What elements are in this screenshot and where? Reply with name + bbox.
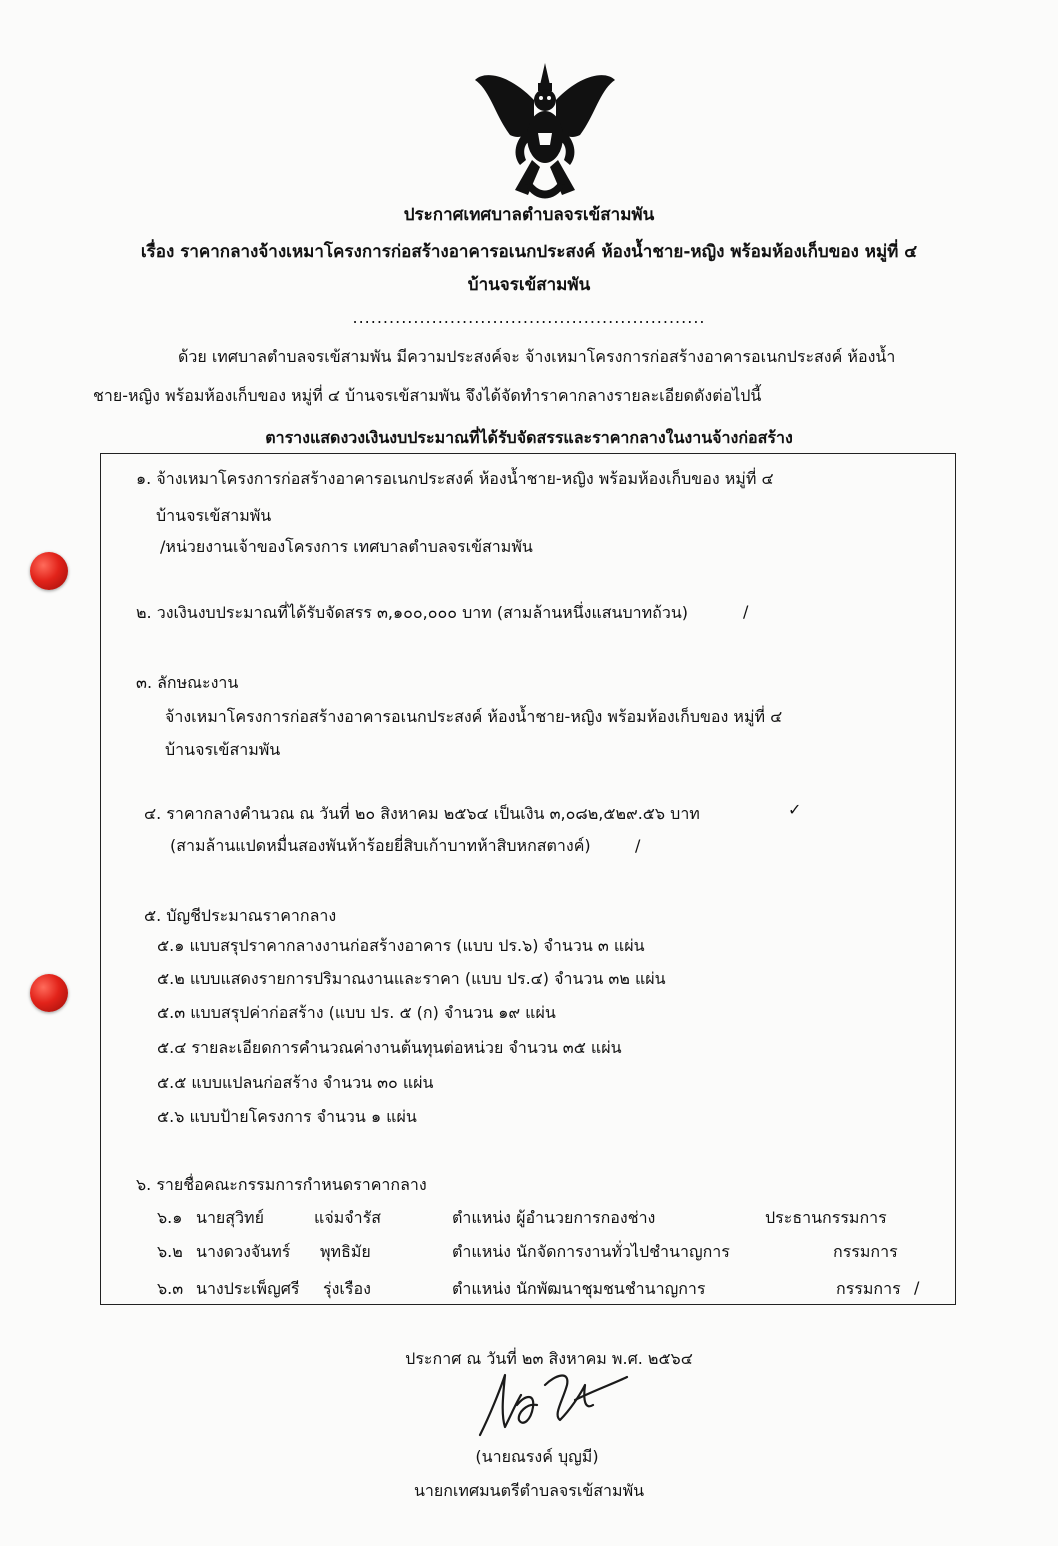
intro-line2: ชาย-หญิง พร้อมห้องเก็บของ หมู่ที่ ๔ บ้านจรเข้สามพัน จึงได้จัดทำราคากลางรายละเอียดดังต่อไปนี้ — [93, 386, 762, 405]
committee-no: ๖.๓ — [157, 1279, 184, 1298]
check-tick-icon: / — [743, 602, 749, 621]
item3-line2: บ้านจรเข้สามพัน — [165, 740, 281, 759]
punch-hole-icon — [30, 552, 68, 590]
item5-list-item: ๕.๖ แบบป้ายโครงการ จำนวน ๑ แผ่น — [157, 1107, 417, 1126]
garuda-emblem-icon — [470, 55, 620, 205]
committee-position: ตำแหน่ง ผู้อำนวยการกองช่าง — [452, 1208, 656, 1227]
committee-no: ๖.๒ — [157, 1242, 183, 1261]
item5-heading: ๕. บัญชีประมาณราคากลาง — [144, 906, 337, 925]
item1-line1: ๑. จ้างเหมาโครงการก่อสร้างอาคารอเนกประสงค์ ห้องน้ำชาย-หญิง พร้อมห้องเก็บของ หมู่ที่ ๔ — [136, 469, 774, 488]
item1-line3: /หน่วยงานเจ้าของโครงการ เทศบาลตำบลจรเข้สามพัน — [160, 537, 533, 556]
item5-list-item: ๕.๓ แบบสรุปค่าก่อสร้าง (แบบ ปร. ๕ (ก) จำนวน ๑๙ แผ่น — [157, 1003, 556, 1022]
separator-dots: .......................................................... — [352, 308, 706, 327]
committee-role: กรรมการ — [833, 1242, 898, 1261]
item4-line1: ๔. ราคากลางคำนวณ ณ วันที่ ๒๐ สิงหาคม ๒๕๖๔ เป็นเงิน ๓,๐๘๒,๕๒๙.๕๖ บาท — [144, 804, 700, 823]
document-subject-line1: เรื่อง ราคากลางจ้างเหมาโครงการก่อสร้างอาคารอเนกประสงค์ ห้องน้ำชาย-หญิง พร้อมห้องเก็บของ หมู่ที่ ๔ — [140, 242, 918, 262]
committee-position: ตำแหน่ง นักจัดการงานทั่วไปชำนาญการ — [452, 1242, 730, 1261]
committee-first-name: นายสุวิทย์ — [196, 1208, 264, 1227]
committee-no: ๖.๑ — [157, 1208, 183, 1227]
punch-hole-icon — [30, 974, 68, 1012]
item3-line1: จ้างเหมาโครงการก่อสร้างอาคารอเนกประสงค์ ห้องน้ำชาย-หญิง พร้อมห้องเก็บของ หมู่ที่ ๔ — [165, 707, 783, 726]
committee-last-name: พุทธิมัย — [320, 1242, 371, 1261]
signer-title: นายกเทศมนตรีตำบลจรเข้สามพัน — [413, 1481, 645, 1500]
signer-name: (นายณรงค์ บุญมี) — [475, 1447, 599, 1466]
item5-list-item: ๕.๑ แบบสรุปราคากลางงานก่อสร้างอาคาร (แบบ ปร.๖) จำนวน ๓ แผ่น — [157, 936, 645, 955]
document-title: ประกาศเทศบาลตำบลจรเข้สามพัน — [403, 205, 655, 225]
signature-icon — [475, 1365, 635, 1445]
item5-list-item: ๕.๒ แบบแสดงรายการปริมาณงานและราคา (แบบ ปร.๔) จำนวน ๓๒ แผ่น — [157, 969, 666, 988]
table-title: ตารางแสดงวงเงินงบประมาณที่ได้รับจัดสรรและราคากลางในงานจ้างก่อสร้าง — [265, 428, 793, 447]
committee-last-name: แจ่มจำรัส — [314, 1208, 381, 1227]
document-subject-line2: บ้านจรเข้สามพัน — [467, 275, 591, 295]
check-tick-icon: ✓ — [788, 800, 802, 819]
announcement-date: ประกาศ ณ วันที่ ๒๓ สิงหาคม พ.ศ. ๒๕๖๔ — [405, 1349, 693, 1368]
item2-budget: ๒. วงเงินงบประมาณที่ได้รับจัดสรร ๓,๑๐๐,๐๐๐ บาท (สามล้านหนึ่งแสนบาทถ้วน) — [136, 603, 689, 622]
check-tick-icon: / — [914, 1278, 920, 1297]
item4-line2: (สามล้านแปดหมื่นสองพันห้าร้อยยี่สิบเก้าบาทห้าสิบหกสตางค์) — [170, 836, 591, 855]
committee-position: ตำแหน่ง นักพัฒนาชุมชนชำนาญการ — [452, 1279, 706, 1298]
committee-role: ประธานกรรมการ — [765, 1208, 887, 1227]
committee-last-name: รุ่งเรือง — [323, 1279, 371, 1298]
item1-line2: บ้านจรเข้สามพัน — [156, 506, 272, 525]
item5-list-item: ๕.๕ แบบแปลนก่อสร้าง จำนวน ๓๐ แผ่น — [157, 1073, 434, 1092]
check-tick-icon: / — [635, 836, 641, 855]
committee-first-name: นางประเพ็ญศรี — [196, 1279, 300, 1298]
item3-heading: ๓. ลักษณะงาน — [136, 673, 239, 692]
committee-first-name: นางดวงจันทร์ — [196, 1242, 291, 1261]
item6-heading: ๖. รายชื่อคณะกรรมการกำหนดราคากลาง — [136, 1175, 427, 1194]
item5-list-item: ๕.๔ รายละเอียดการคำนวณค่างานต้นทุนต่อหน่วย จำนวน ๓๕ แผ่น — [157, 1038, 622, 1057]
intro-line1: ด้วย เทศบาลตำบลจรเข้สามพัน มีความประสงค์จะ จ้างเหมาโครงการก่อสร้างอาคารอเนกประสงค์ ห้องน้ำ — [178, 347, 896, 366]
committee-role: กรรมการ — [836, 1279, 901, 1298]
